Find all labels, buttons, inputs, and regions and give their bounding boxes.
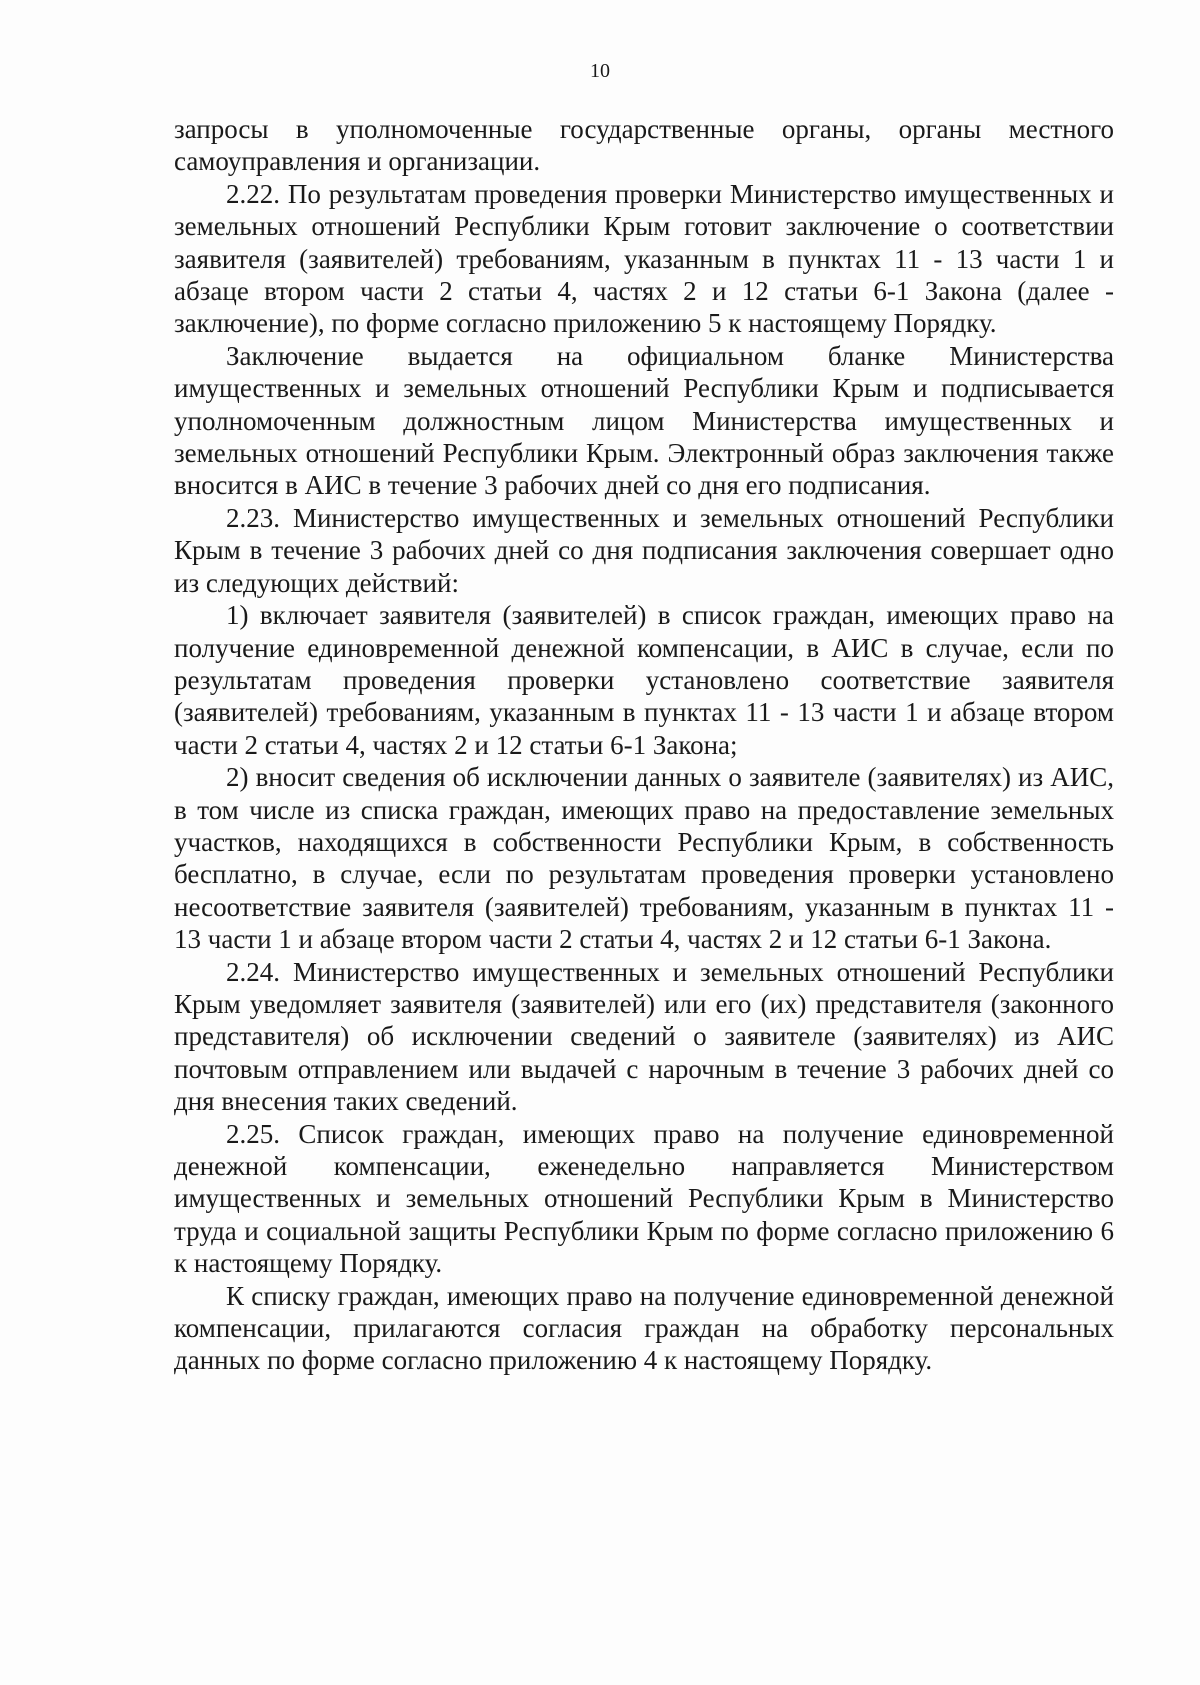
paragraph-2-23: 2.23. Министерство имущественных и земельных отношений Республики Крым в течение 3 рабочих дней со дня подписания заключения совершает одно из следующих действий:: [174, 502, 1114, 598]
paragraph-2-24: 2.24. Министерство имущественных и земельных отношений Республики Крым уведомляет заявителя (заявителей) или его (их) представителя (законного представителя) об исключении сведений о заявителе (заявителях) из АИС почтовым отправлением или выдачей с нарочным в течение 3 рабочих дней со дня внесения таких сведений.: [174, 956, 1114, 1117]
paragraph-2-25: 2.25. Список граждан, имеющих право на получение единовременной денежной компенсации, еженедельно направляется Министерством имущественных и земельных отношений Республики Крым в Министерство труда и социальной защиты Республики Крым по форме согласно приложению 6 к настоящему Порядку.: [174, 1118, 1114, 1279]
paragraph-attachments: К списку граждан, имеющих право на получение единовременной денежной компенсации, прилагаются согласия граждан на обработку персональных данных по форме согласно приложению 4 к настоящему Порядку.: [174, 1280, 1114, 1376]
paragraph-continuation: запросы в уполномоченные государственные органы, органы местного самоуправления и организации.: [174, 114, 1114, 177]
paragraph-conclusion-issuance: Заключение выдается на официальном бланке Министерства имущественных и земельных отношений Республики Крым и подписывается уполномоченным должностным лицом Министерства имущественных и земельных отношений Республики Крым. Электронный образ заключения также вносится в АИС в течение 3 рабочих дней со дня его подписания.: [174, 340, 1114, 501]
document-body: [174, 113, 1114, 1377]
paragraph-2-22: 2.22. По результатам проведения проверки Министерство имущественных и земельных отношений Республики Крым готовит заключение о соответствии заявителя (заявителей) требованиям, указанным в пунктах 11 - 13 части 1 и абзаце втором части 2 статьи 4, частях 2 и 12 статьи 6-1 Закона (далее - заключение), по форме согласно приложению 5 к настоящему Порядку.: [174, 178, 1114, 339]
page-number: 10: [590, 60, 610, 82]
list-item-1: 1) включает заявителя (заявителей) в список граждан, имеющих право на получение единовременной денежной компенсации, в АИС в случае, если по результатам проведения проверки установлено соответствие заявителя (заявителей) требованиям, указанным в пунктах 11 - 13 части 1 и абзаце втором части 2 статьи 4, частях 2 и 12 статьи 6-1 Закона;: [174, 600, 1114, 760]
list-item-2: 2) вносит сведения об исключении данных о заявителе (заявителях) из АИС, в том числе из списка граждан, имеющих право на предоставление земельных участков, находящихся в собственности Республики Крым, в собственность бесплатно, в случае, если по результатам проведения проверки установлено несоответствие заявителя (заявителей) требованиям, указанным в пунктах 11 - 13 части 1 и абзаце втором части 2 статьи 4, частях 2 и 12 статьи 6-1 Закона.: [174, 762, 1114, 955]
